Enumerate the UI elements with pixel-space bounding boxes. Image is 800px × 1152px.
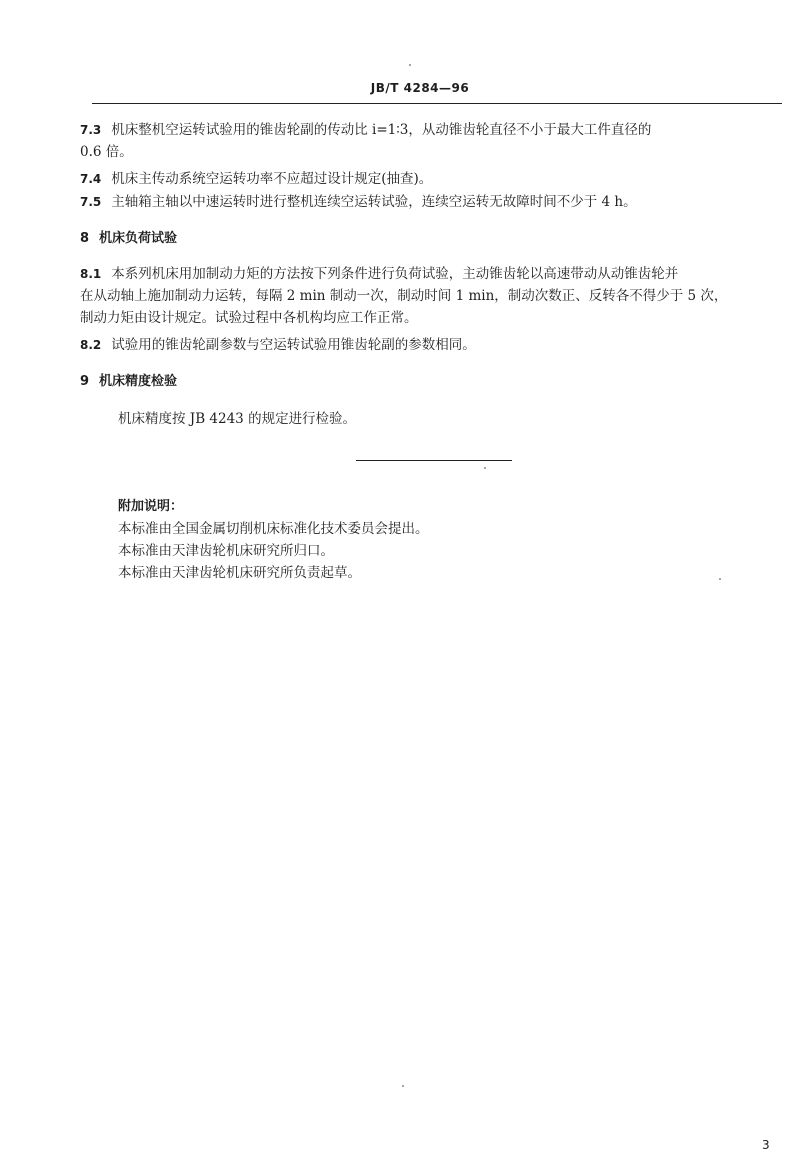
section-number: 9 (80, 374, 90, 389)
scan-speck (719, 578, 721, 580)
clause-7-5 (80, 191, 780, 213)
clause-text-line: 机床整机空运转试验用的锥齿轮副的传动比 i=1∶3，从动锥齿轮直径不小于最大工件直径的 (111, 122, 652, 138)
clause-text: 主轴箱主轴以中速运转时进行整机连续空运转试验，连续空运转无故障时间不少于 4 h。 (111, 194, 637, 210)
section-title: 机床负荷试验 (99, 231, 178, 246)
section-8-heading (80, 227, 780, 250)
clause-text: 试验用的锥齿轮副参数与空运转试验用锥齿轮副的参数相同。 (111, 337, 476, 353)
page-number: 3 (762, 1138, 770, 1152)
clause-number: 8.1 (80, 267, 102, 281)
end-of-standard-rule (356, 460, 512, 461)
clause-text-line: 本系列机床用加制动力矩的方法按下列条件进行负荷试验，主动锥齿轮以高速带动从动锥齿轮并 (111, 266, 679, 282)
notes-line: 本标准由全国金属切削机床标准化技术委员会提出。 (118, 521, 429, 537)
notes-line: 本标准由天津齿轮机床研究所负责起草。 (118, 565, 361, 581)
scan-speck (409, 64, 411, 66)
clause-number: 7.4 (80, 172, 102, 186)
section-9-heading (80, 370, 780, 393)
clause-text-line: 0.6 倍。 (80, 144, 133, 160)
section-title: 机床精度检验 (99, 374, 178, 389)
notes-title: 附加说明： (118, 499, 184, 514)
scan-speck (402, 1085, 404, 1087)
additional-notes (118, 496, 800, 584)
header-rule (92, 103, 782, 104)
clause-8-1 (80, 263, 780, 329)
clause-number: 7.5 (80, 195, 102, 209)
clause-text: 机床主传动系统空运转功率不应超过设计规定(抽查)。 (111, 171, 433, 187)
notes-line: 本标准由天津齿轮机床研究所归口。 (118, 543, 334, 559)
scan-speck (484, 467, 486, 469)
clause-text-line: 制动力矩由设计规定。试验过程中各机构均应工作正常。 (80, 310, 418, 326)
clause-8-2 (80, 334, 780, 356)
clause-7-3 (80, 119, 780, 163)
clause-number: 8.2 (80, 338, 102, 352)
section-9-text: 机床精度按 JB 4243 的规定进行检验。 (118, 411, 357, 427)
clause-number: 7.3 (80, 123, 102, 137)
section-number: 8 (80, 231, 90, 246)
clause-7-4 (80, 168, 780, 190)
standard-code-header: JB/T 4284—96 (370, 81, 470, 95)
clause-text-line: 在从动轴上施加制动力运转，每隔 2 min 制动一次，制动时间 1 min，制动次数正、反转各不得少于 5 次， (80, 288, 728, 304)
